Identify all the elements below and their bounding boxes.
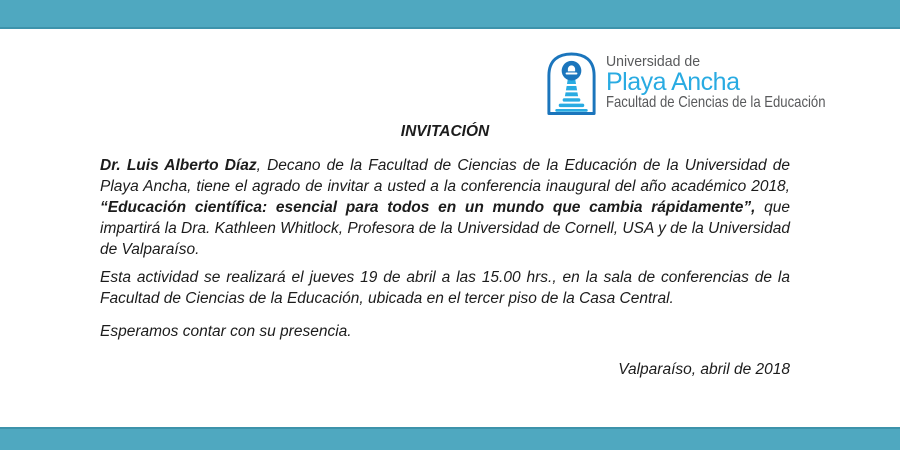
paragraph-dean-invitation	[100, 155, 790, 260]
logo-playa-ancha-label: Playa Ancha	[606, 68, 740, 96]
place-date-line: Valparaíso, abril de 2018	[618, 361, 790, 378]
top-accent-bar	[0, 0, 900, 29]
invitation-title: INVITACIÓN	[400, 123, 490, 140]
logo-faculty-label: Facultad de Ciencias de la Educación	[606, 94, 826, 111]
dean-name: Dr. Luis Alberto Díaz	[100, 157, 257, 174]
university-logo-text	[606, 51, 874, 112]
bottom-accent-bar	[0, 427, 900, 450]
paragraph1-text-a: , Decano de la Facultad de Ciencias de la Educación de la Universidad de Playa Ancha, tiene el agrado de invitar a usted a la conferencia inaugural del año académico 2018,	[100, 157, 790, 195]
paragraph-closing-remark: Esperamos contar con su presencia.	[100, 323, 352, 340]
paragraph-event-details: Esta actividad se realizará el jueves 19 de abril a las 15.00 hrs., en la sala de conferencias de la Facultad de Ciencias de la Educación, ubicada en el tercer piso de la Casa Central.	[100, 269, 790, 307]
university-logo	[543, 51, 874, 121]
invitation-body	[100, 121, 790, 380]
logo-university-de-label: Universidad de	[606, 53, 701, 70]
paragraph1-text-b: que impartirá la Dra. Kathleen Whitlock, Profesora de la Universidad de Cornell, USA y de la Universidad de Valparaíso.	[100, 199, 790, 258]
upla-lighthouse-arch-icon	[543, 51, 600, 121]
conference-title-quote: “Educación científica: esencial para todos en un mundo que cambia rápidamente”,	[100, 199, 756, 216]
